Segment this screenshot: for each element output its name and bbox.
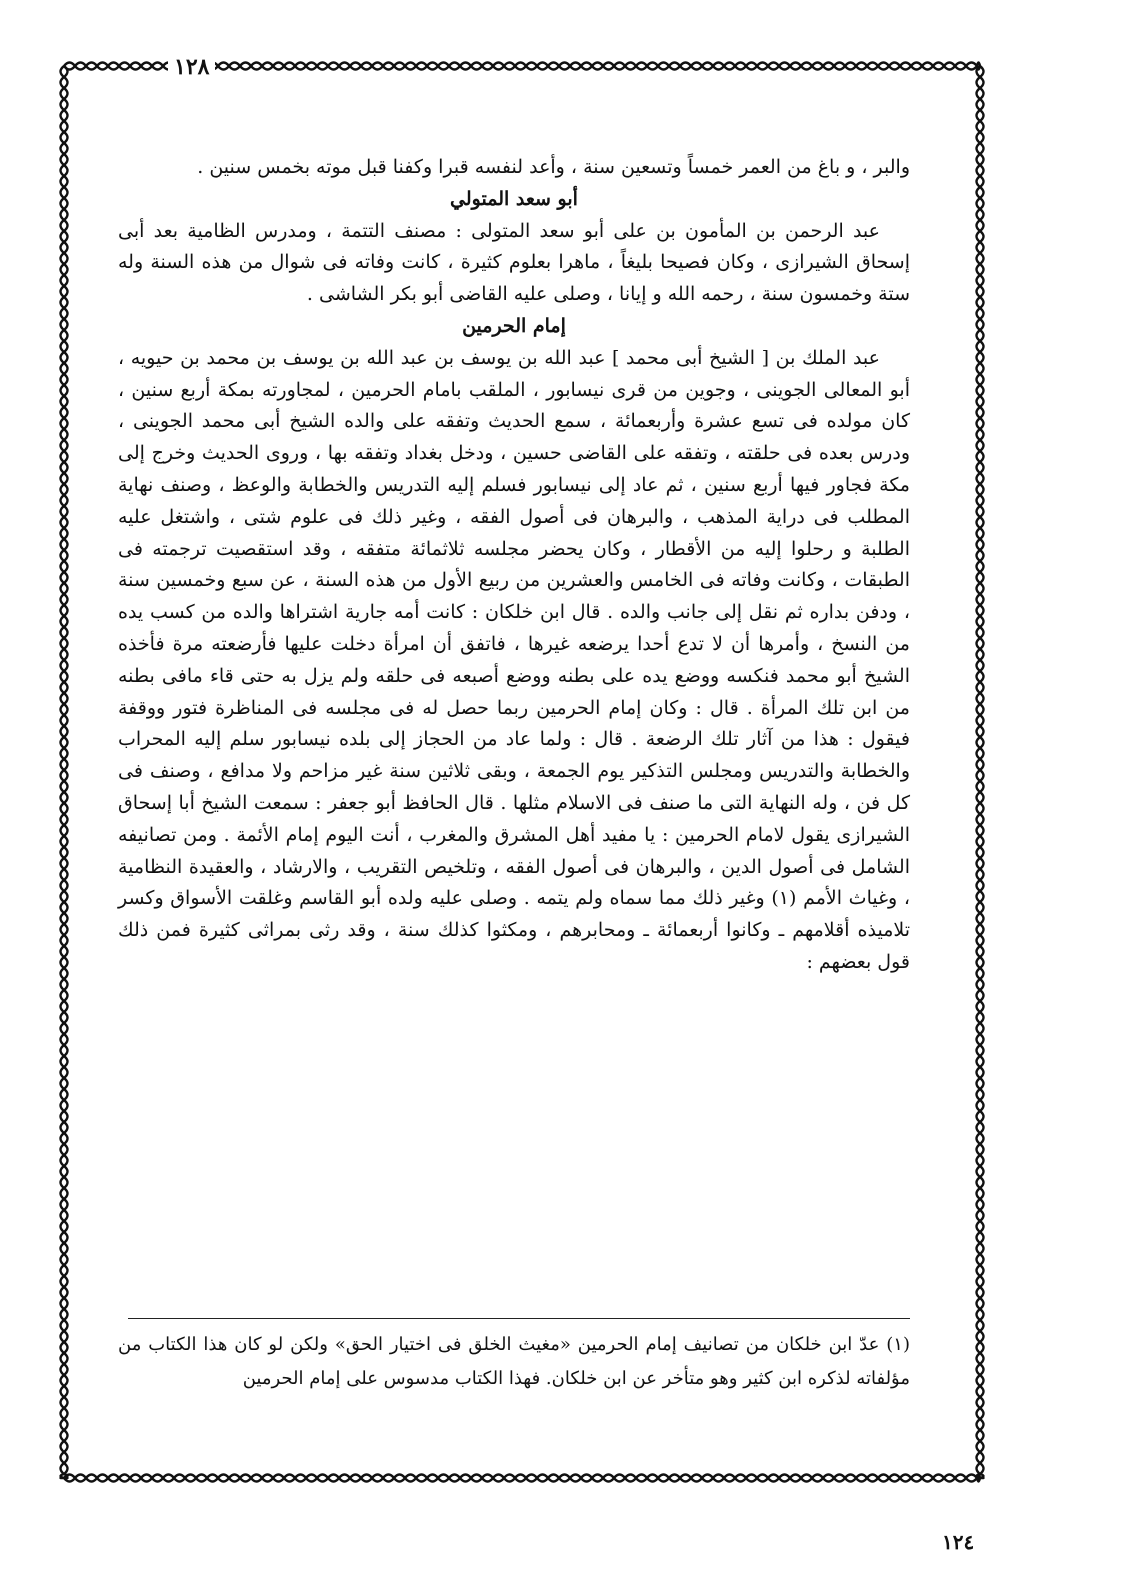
page-number-top: ١٢٨ (168, 54, 215, 80)
footnote-divider (128, 1318, 910, 1319)
section-heading-imam-haramayn: إمام الحرمين (462, 314, 566, 337)
footnote (118, 1328, 910, 1396)
main-text (118, 152, 910, 979)
page-number-bottom: ١٢٤ (942, 1530, 975, 1554)
paragraph-imam-haramayn: عبد الملك بن [ الشيخ أبى محمد ] عبد الله بن يوسف بن عبد الله بن يوسف بن محمد بن حيويه ، أبو المعالى الجوينى ، وجوين من قرى نيسابور ، الملقب بامام الحرمين ، لمجاورته بمكة أربع سنين ، كان مولده فى تسع عشرة وأربعمائة ، سمع الحديث وتفقه على والده الشيخ أبى محمد الجوينى ، ودرس بعده فى حلقته ، وتفقه على القاضى حسين ، ودخل بغداد وتفقه بها ، وروى الحديث وخرج إلى مكة فجاور فيها أربع سنين ، ثم عاد إلى نيسابور فسلم إليه التدريس والخطابة والوعظ ، وصنف نهاية المطلب فى دراية المذهب ، والبرهان فى أصول الفقه ، وغير ذلك فى علوم شتى ، واشتغل عليه الطلبة و رحلوا إليه من الأقطار ، وكان يحضر مجلسه ثلاثمائة متفقه ، وقد استقصيت ترجمته فى الطبقات ، وكانت وفاته فى الخامس والعشرين من ربيع الأول من هذه السنة ، عن سبع وخمسين سنة ، ودفن بداره ثم نقل إلى جانب والده . قال ابن خلكان : كانت أمه جارية اشتراها والده من كسب يده من النسخ ، وأمرها أن لا تدع أحدا يرضعه غيرها ، فاتفق أن امرأة دخلت عليها فأرضعته مرة فأخذه الشيخ أبو محمد فنكسه ووضع يده على بطنه ووضع أصبعه فى حلقه ولم يزل به حتى قاء مافى بطنه من ابن تلك المرأة . قال : وكان إمام الحرمين ربما حصل له فى مجلسه فى المناظرة فتور ووقفة فيقول : هذا من آثار تلك الرضعة . قال : ولما عاد من الحجاز إلى بلده نيسابور سلم إليه المحراب والخطابة والتدريس ومجلس التذكير يوم الجمعة ، وبقى ثلاثين سنة غير مزاحم ولا مدافع ، وصنف فى كل فن ، وله النهاية التى ما صنف فى الاسلام مثلها . قال الحافظ أبو جعفر : سمعت الشيخ أبا إسحاق الشيرازى يقول لامام الحرمين : يا مفيد أهل المشرق والمغرب ، أنت اليوم إمام الأئمة . ومن تصانيفه الشامل فى أصول الدين ، والبرهان فى أصول الفقه ، وتلخيص التقريب ، والارشاد ، والعقيدة النظامية ، وغياث الأمم (١) وغير ذلك مما سماه ولم يتمه . وصلى عليه ولده أبو القاسم وغلقت الأسواق وكسر تلاميذه أقلامهم ـ وكانوا أربعمائة ـ ومحابرهم ، ومكثوا كذلك سنة ، وقد رثى بمراثى كثيرة فمن ذلك قول بعضهم : (118, 346, 910, 973)
paragraph-abu-saad: عبد الرحمن بن المأمون بن على أبو سعد المتولى : مصنف التتمة ، ومدرس الظامية بعد أبى إسحاق الشيرازى ، وكان فصيحا بليغاً ، ماهرا بعلوم كثيرة ، كانت وفاته فى شوال من هذه السنة وله ستة وخمسون سنة ، رحمه الله و إيانا ، وصلى عليه القاضى أبو بكر الشاشى . (118, 219, 910, 306)
section-heading-abu-saad: أبو سعد المتولي (450, 187, 578, 210)
paragraph-continuation: والبر ، و باغ من العمر خمساً وتسعين سنة ، وأعد لنفسه قبرا وكفنا قبل موته بخمس سنين . (197, 156, 910, 178)
footnote-text: (١) عدّ ابن خلكان من تصانيف إمام الحرمين «مغيث الخلق فى اختيار الحق» ولكن لو كان هذا الكتاب من مؤلفاته لذكره ابن كثير وهو متأخر عن ابن خلكان. فهذا الكتاب مدسوس على إمام الحرمين (118, 1334, 910, 1389)
